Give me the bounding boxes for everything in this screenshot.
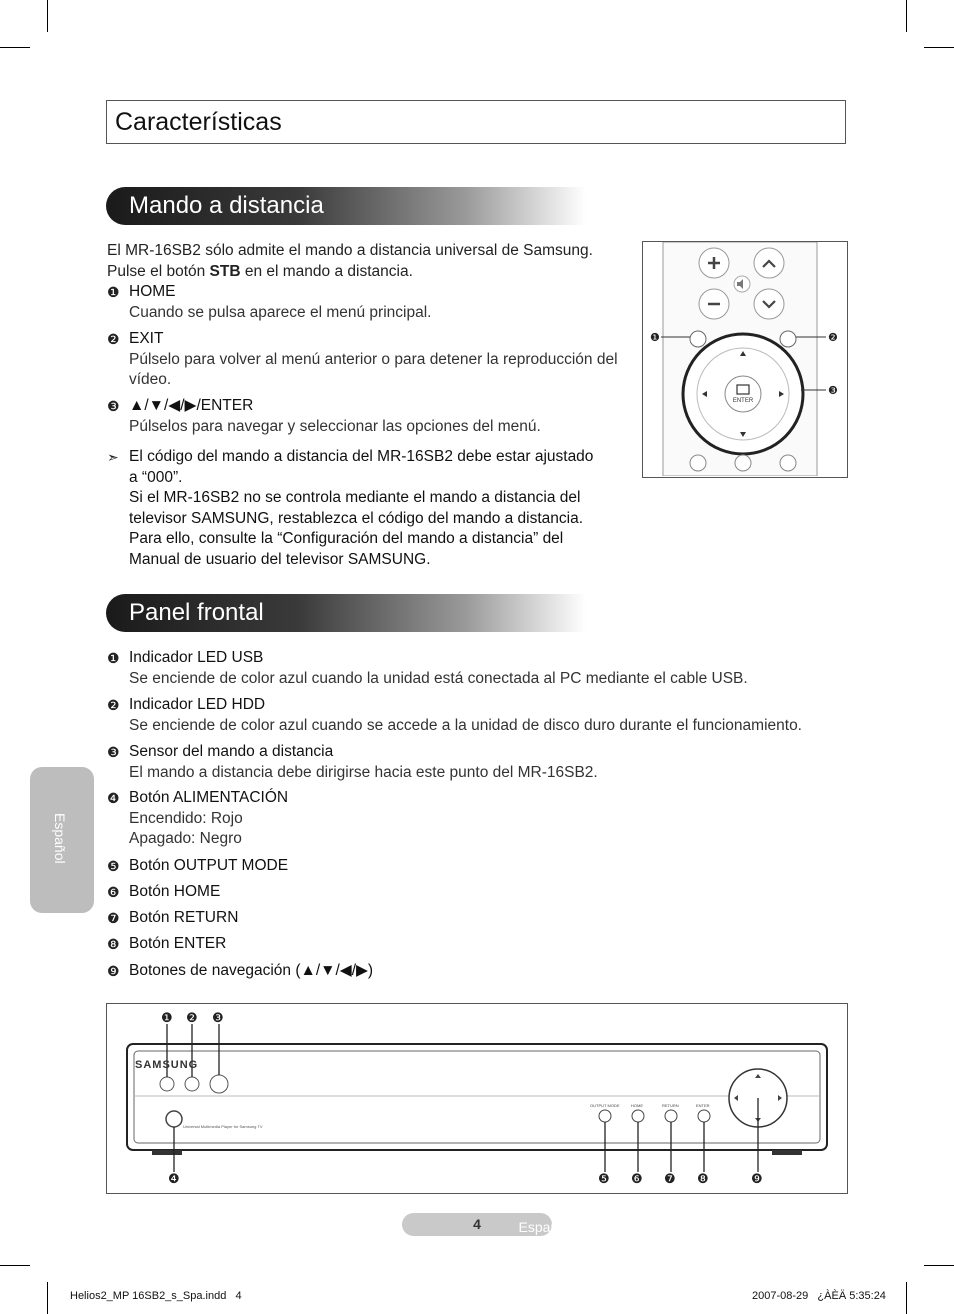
note-line: Manual de usuario del televisor SAMSUNG. bbox=[129, 550, 431, 568]
page-number-pill bbox=[402, 1213, 578, 1236]
print-file-info: Helios2_MP 16SB2_s_Spa.indd 4 bbox=[70, 1290, 242, 1302]
item-number: ❼ bbox=[107, 910, 120, 926]
callout-number: ❺ bbox=[598, 1171, 610, 1186]
brand-logo: SAMSUNG bbox=[135, 1059, 199, 1071]
item-number: ❷ bbox=[107, 697, 120, 713]
item-title: Botón OUTPUT MODE bbox=[129, 857, 289, 874]
remote-illustration bbox=[642, 241, 848, 478]
item-description: Púlselos para navegar y seleccionar las opciones del menú. bbox=[129, 417, 541, 435]
button-label: OUTPUT MODE bbox=[590, 1103, 620, 1108]
enter-label: ENTER bbox=[732, 398, 754, 404]
item-number: ❶ bbox=[107, 650, 120, 666]
callout-number: ❸ bbox=[828, 385, 838, 397]
item-title: Botón ALIMENTACIÓN bbox=[129, 789, 289, 806]
section-header-remote bbox=[106, 187, 586, 225]
callout-number: ❸ bbox=[212, 1010, 224, 1025]
item-description: Se enciende de color azul cuando se accede a la unidad de disco duro durante el funcionamiento. bbox=[129, 716, 802, 734]
note-line: a “000”. bbox=[129, 468, 183, 486]
button-label: RETURN bbox=[662, 1103, 679, 1108]
section-header-front-panel bbox=[106, 594, 586, 632]
page-title-box bbox=[106, 100, 846, 144]
item-description: Púlselo para volver al menú anterior o para detener la reproducción del bbox=[129, 350, 618, 368]
item-description: Cuando se pulsa aparece el menú principal. bbox=[129, 303, 432, 321]
item-number: ❷ bbox=[107, 331, 120, 347]
item-title: EXIT bbox=[129, 330, 164, 347]
note-line: Si el MR-16SB2 no se controla mediante el mando a distancia del bbox=[129, 489, 581, 506]
note-line: Para ello, consulte la “Configuración del mando a distancia” del bbox=[129, 530, 564, 547]
crop-mark bbox=[47, 0, 48, 32]
callout-number: ❾ bbox=[751, 1171, 763, 1186]
item-description: vídeo. bbox=[129, 371, 172, 388]
crop-mark bbox=[924, 47, 954, 48]
callout-number: ❻ bbox=[631, 1171, 643, 1186]
item-number: ❾ bbox=[107, 963, 120, 979]
button-label: ENTER bbox=[696, 1103, 710, 1108]
callout-number: ❷ bbox=[828, 332, 838, 344]
crop-mark bbox=[924, 1265, 954, 1266]
page-footer bbox=[402, 1216, 578, 1235]
item-description: Encendido: Rojo bbox=[129, 809, 243, 827]
button-label: HOME bbox=[631, 1103, 643, 1108]
item-title: Indicador LED USB bbox=[129, 649, 264, 666]
crop-mark bbox=[0, 1265, 30, 1266]
item-title: Botón ENTER bbox=[129, 935, 227, 952]
item-description: Apagado: Negro bbox=[129, 830, 242, 847]
item-number: ❸ bbox=[107, 398, 120, 414]
item-title: Sensor del mando a distancia bbox=[129, 743, 334, 760]
callout-number: ❽ bbox=[697, 1171, 709, 1186]
front-panel-illustration bbox=[106, 1003, 848, 1194]
page-number: 4 bbox=[473, 1216, 481, 1232]
intro-line bbox=[107, 262, 593, 283]
crop-mark bbox=[906, 1282, 907, 1314]
item-title: Indicador LED HDD bbox=[129, 696, 266, 713]
intro-text bbox=[107, 241, 593, 282]
page-title: Características bbox=[115, 108, 282, 136]
item-title: ▲/▼/◀/▶/ENTER bbox=[129, 397, 254, 414]
item-number: ❹ bbox=[107, 790, 120, 806]
crop-mark bbox=[0, 47, 30, 48]
side-tab-label: Español bbox=[52, 813, 68, 864]
item-number: ❺ bbox=[107, 858, 120, 874]
intro-line: El MR-16SB2 sólo admite el mando a distancia universal de Samsung. bbox=[107, 242, 593, 259]
item-title: Botón RETURN bbox=[129, 909, 239, 926]
callout-number: ❷ bbox=[186, 1010, 198, 1025]
print-date-info: 2007-08-29 ¿ÀÈÄ 5:35:24 bbox=[752, 1290, 886, 1302]
section-title: Panel frontal bbox=[129, 599, 264, 626]
callout-number: ❼ bbox=[664, 1171, 676, 1186]
product-label: Universal Multimedia Player for Samsung TV bbox=[183, 1124, 263, 1129]
item-number: ❶ bbox=[107, 284, 120, 300]
note-line: El código del mando a distancia del MR-16SB2 debe estar ajustado bbox=[129, 448, 594, 465]
item-description: Se enciende de color azul cuando la unidad está conectada al PC mediante el cable USB. bbox=[129, 669, 748, 687]
crop-mark bbox=[906, 0, 907, 32]
stb-label: STB bbox=[209, 262, 241, 280]
intro-text-part: Pulse el botón bbox=[107, 262, 210, 280]
item-title: HOME bbox=[129, 283, 176, 300]
callout-number: ❹ bbox=[168, 1171, 180, 1186]
language-side-tab bbox=[30, 767, 94, 913]
intro-text-part: en el mando a distancia. bbox=[240, 262, 413, 280]
crop-mark bbox=[47, 1282, 48, 1314]
callout-number: ❶ bbox=[161, 1010, 173, 1025]
item-number: ❸ bbox=[107, 744, 120, 760]
note-marker: ➣ bbox=[107, 449, 119, 465]
item-title: Botón HOME bbox=[129, 883, 221, 900]
callout-number: ❶ bbox=[650, 332, 660, 344]
item-number: ❽ bbox=[107, 936, 120, 952]
note-line: televisor SAMSUNG, restablezca el código del mando a distancia. bbox=[129, 509, 584, 527]
item-number: ❻ bbox=[107, 884, 120, 900]
item-title: Botones de navegación (▲/▼/◀/▶) bbox=[129, 962, 374, 979]
item-description: El mando a distancia debe dirigirse hacia este punto del MR-16SB2. bbox=[129, 763, 598, 781]
footer-language: Español - bbox=[518, 1219, 578, 1235]
section-title: Mando a distancia bbox=[129, 192, 324, 219]
